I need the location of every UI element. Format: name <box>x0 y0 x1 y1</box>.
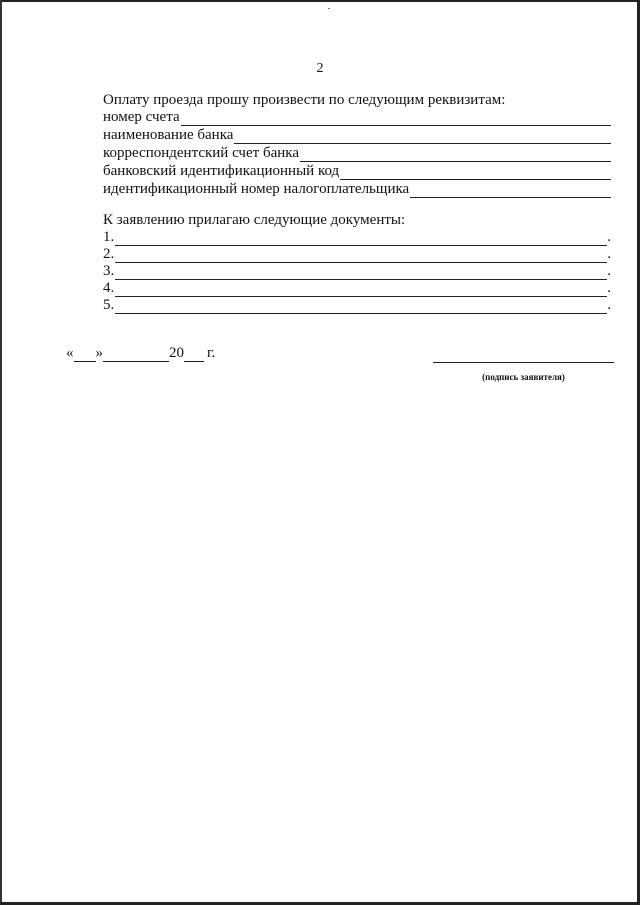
attachment-end-4: . <box>607 280 611 296</box>
attachment-end-2: . <box>607 246 611 262</box>
inn-row <box>103 181 611 198</box>
bik-row <box>103 163 611 180</box>
bank-name-field[interactable] <box>234 130 611 144</box>
bik-label: банковский идентификационный код <box>103 163 340 179</box>
date-close-quote: » <box>95 345 103 361</box>
attachment-field-2[interactable] <box>115 249 607 263</box>
bik-field[interactable] <box>340 166 611 180</box>
date-year-field[interactable] <box>184 348 204 362</box>
attachment-row-4 <box>103 280 611 297</box>
attachment-row-1 <box>103 229 611 246</box>
account-number-label: номер счета <box>103 109 180 125</box>
payment-heading: Оплату проезда прошу произвести по следующим реквизитам: <box>103 92 506 108</box>
attachment-number-4: 4. <box>103 280 115 296</box>
bank-name-label: наименование банка <box>103 127 234 143</box>
attachment-number-1: 1. <box>103 229 115 245</box>
attachment-row-2 <box>103 246 611 263</box>
page-frame-top <box>0 0 640 2</box>
inn-field[interactable] <box>410 184 611 198</box>
date-block <box>66 345 215 362</box>
correspondent-account-row <box>103 145 611 162</box>
attachment-field-4[interactable] <box>115 283 607 297</box>
attachment-field-3[interactable] <box>115 266 607 280</box>
page-frame-left <box>0 0 2 905</box>
inn-label: идентификационный номер налогоплательщика <box>103 181 410 197</box>
attachment-number-3: 3. <box>103 263 115 279</box>
correspondent-account-label: корреспондентский счет банка <box>103 145 299 161</box>
bank-name-row <box>103 127 611 144</box>
attachment-number-5: 5. <box>103 297 115 313</box>
attachment-row-5 <box>103 297 611 314</box>
date-day-field[interactable] <box>74 348 96 362</box>
date-open-quote: « <box>66 345 74 361</box>
signature-caption: (подпись заявителя) <box>482 372 565 382</box>
date-month-field[interactable] <box>103 348 169 362</box>
correspondent-account-field[interactable] <box>300 148 611 162</box>
signature-field[interactable] <box>433 362 614 363</box>
scan-speck <box>328 8 330 9</box>
attachment-field-5[interactable] <box>115 300 607 314</box>
attachment-row-3 <box>103 263 611 280</box>
attachments-heading: К заявлению прилагаю следующие документы: <box>103 212 406 228</box>
attachment-number-2: 2. <box>103 246 115 262</box>
account-number-row <box>103 109 611 126</box>
page-number: 2 <box>316 61 324 76</box>
date-year-suffix: г. <box>207 345 216 361</box>
attachment-field-1[interactable] <box>115 232 607 246</box>
date-year-prefix: 20 <box>169 345 184 361</box>
attachment-end-5: . <box>607 297 611 313</box>
attachment-end-1: . <box>607 229 611 245</box>
attachment-end-3: . <box>607 263 611 279</box>
account-number-field[interactable] <box>181 112 611 126</box>
